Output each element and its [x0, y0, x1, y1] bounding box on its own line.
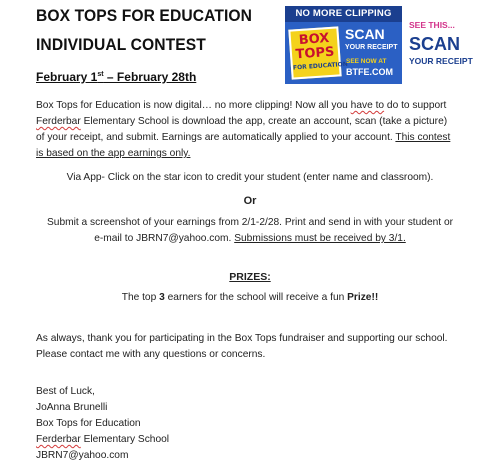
thanks-line-2: Please contact me with any questions or concerns. [36, 349, 266, 360]
logo-scan-big: SCAN [409, 34, 461, 54]
prizes-text-a: The top [121, 292, 160, 303]
signature-email: JBRN7@yahoo.com [36, 450, 129, 461]
logo-see-this: SEE THIS... [409, 20, 455, 30]
badge-line-box: BOX [298, 30, 330, 49]
logo-banner: NO MORE CLIPPING [285, 6, 402, 22]
prizes-prize: Prize!! [347, 292, 379, 303]
badge-line-tops: TOPS [295, 44, 335, 63]
intro-line-3 [36, 130, 450, 146]
prizes-heading: PRIZES: [229, 271, 271, 283]
page-subtitle: INDIVIDUAL CONTEST [36, 35, 206, 54]
badge-line-education: FOR EDUCATION [292, 60, 348, 72]
logo-your-receipt-big: YOUR RECEIPT [409, 56, 473, 66]
signature-school-suffix: Elementary School [80, 434, 170, 445]
via-app-instructions: Via App- Click on the star icon to credit your student (enter name and classroom). [66, 172, 434, 183]
intro-text: of your receipt, and submit. Earnings are automatically applied to your account. [36, 132, 396, 143]
signature-closing: Best of Luck, [36, 386, 95, 397]
intro-text: Box Tops for Education is now digital… no more clipping! Now all you [36, 100, 351, 111]
intro-text: Elementary School is download the app, create an account, scan (take a picture) [80, 116, 448, 127]
dates-end: – February 28th [103, 70, 197, 84]
signature-school [36, 432, 169, 448]
or-separator: Or [243, 195, 257, 207]
logo-see-now-at: SEE NOW AT [346, 58, 387, 65]
logo-site: BTFE.COM [346, 67, 393, 77]
submit-deadline: Submissions must be received by 3/1. [234, 233, 406, 244]
school-name: Ferderbar [36, 434, 81, 445]
thanks-line-1: As always, thank you for participating in the Box Tops fundraiser and supporting our school. [36, 333, 448, 344]
intro-line-4: is based on the app earnings only. [36, 148, 191, 159]
intro-have-to: have to [350, 100, 385, 111]
dates-start-suffix: st [97, 71, 104, 78]
box-tops-badge [288, 26, 348, 79]
school-name: Ferderbar [36, 116, 81, 127]
intro-line-2 [36, 114, 447, 130]
signature-org: Box Tops for Education [36, 418, 141, 429]
submit-line-2 [0, 231, 500, 247]
box-tops-logo [285, 6, 490, 84]
submit-line-1: Submit a screenshot of your earnings from 2/1-2/28. Print and send in with your student or [46, 217, 454, 228]
prizes-text [0, 290, 500, 306]
intro-contest-note: This contest [395, 132, 451, 143]
logo-your-receipt: YOUR RECEIPT [345, 44, 398, 51]
page-title: BOX TOPS FOR EDUCATION [36, 6, 253, 25]
intro-line-1 [36, 98, 446, 114]
contest-dates [36, 70, 196, 84]
logo-scan: SCAN [345, 26, 385, 42]
prizes-top-number: 3 [159, 292, 165, 303]
logo-main-panel [285, 22, 402, 84]
prizes-text-b: earners for the school will receive a fun [164, 292, 348, 303]
submit-email-text: e-mail to JBRN7@yahoo.com. [94, 233, 235, 244]
intro-text: do to support [384, 100, 447, 111]
signature-name: JoAnna Brunelli [36, 402, 108, 413]
dates-start: February 1 [36, 70, 98, 84]
